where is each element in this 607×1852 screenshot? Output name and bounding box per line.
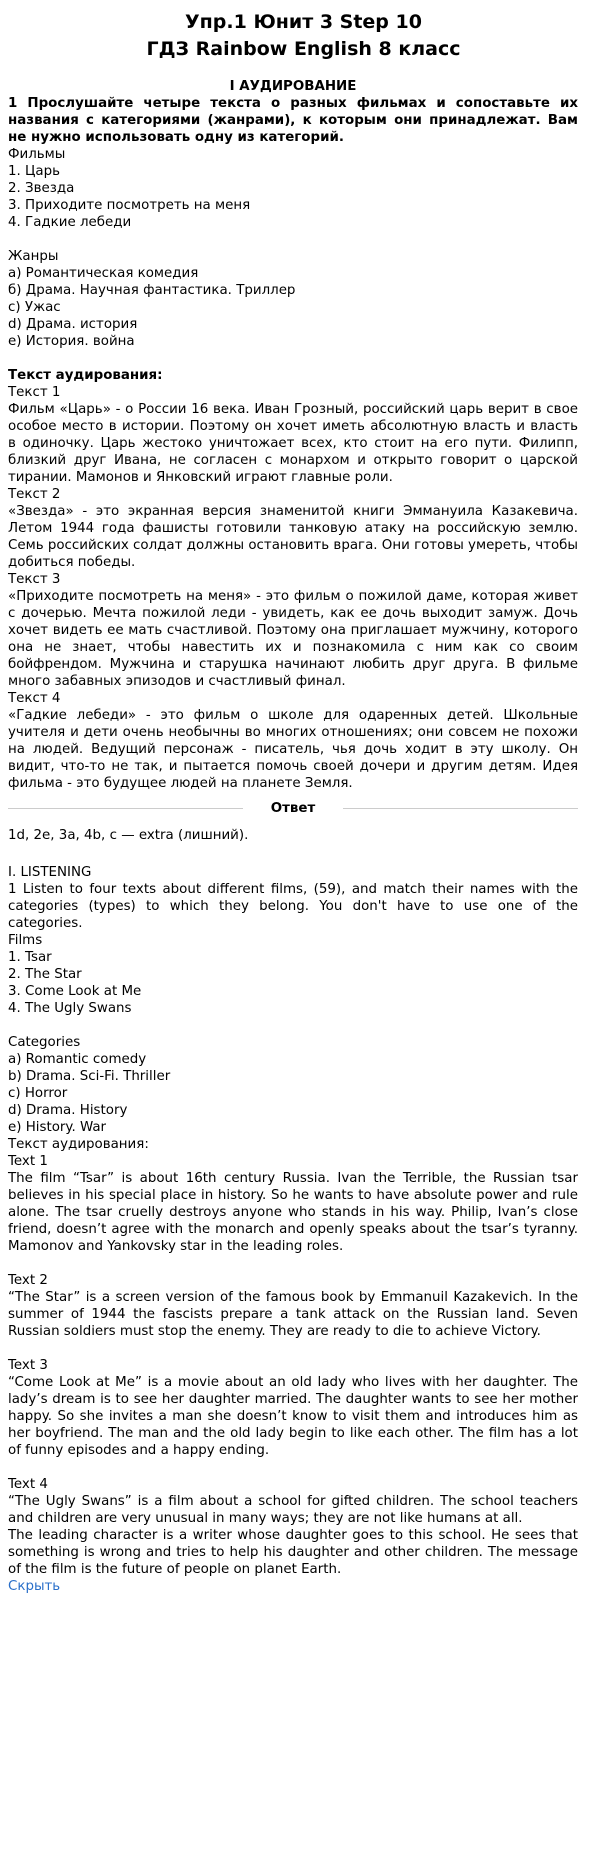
answer-divider <box>8 800 578 817</box>
film-item: 2. Звезда <box>8 181 75 196</box>
film-item: 3. Приходите посмотреть на меня <box>8 198 251 213</box>
text-body-en: The film “Tsar” is about 16th century Russia. Ivan the Terrible, the Russian tsar believes in his special place in history. So he wants to have absolute power and rule alone. The tsar cruelly destroys anyone who stands in his way. Philip, Ivan’s close friend, doesn’t agree with the monarch and openly speaks about the tsar’s tyranny. Mamonov and Yankovsky star in the leading roles. <box>8 1171 578 1254</box>
film-item-en: 2. The Star <box>8 967 82 982</box>
text-label: Текст 3 <box>8 572 61 587</box>
page-title: Упр.1 Юнит 3 Step 10 <box>185 11 422 33</box>
category-item: b) Drama. Sci-Fi. Thriller <box>8 1069 171 1084</box>
text-body-en: “Come Look at Me” is a movie about an old lady who lives with her daughter. The lady’s dream is to see her daughter married. The daughter wants to see her mother happy. So she invites a man she doesn’t know to visit them and introduces him as her boyfriend. The man and the old lady begin to like each other. The film has a lot of funny episodes and a happy ending. <box>8 1375 578 1458</box>
main-content <box>8 78 578 1595</box>
answer-heading: Ответ <box>270 801 316 816</box>
page-header <box>0 0 607 63</box>
text-label: Текст 2 <box>8 487 61 502</box>
films-label-en: Films <box>8 933 43 948</box>
transcript-heading-en: Текст аудирования: <box>8 1137 149 1152</box>
text-body-en: “The Ugly Swans” is a film about a school for gifted children. The school teachers and children are very unusual in many ways; they are not like humans at all. <box>8 1494 578 1526</box>
genres-label: Жанры <box>8 249 59 264</box>
hide-answer-link[interactable]: Скрыть <box>8 1579 61 1594</box>
film-item-en: 4. The Ugly Swans <box>8 1001 132 1016</box>
categories-label: Categories <box>8 1035 81 1050</box>
category-item: c) Horror <box>8 1086 68 1101</box>
films-label: Фильмы <box>8 147 66 162</box>
text-body-en: “The Star” is a screen version of the famous book by Emmanuil Kazakevich. In the summer of 1944 the fascists prepare a tank attack on the Russian land. Seven Russian soldiers must stop the enemy. They are ready to die to achieve Victory. <box>8 1290 578 1339</box>
text-label-en: Text 2 <box>8 1273 48 1288</box>
film-item: 4. Гадкие лебеди <box>8 215 132 230</box>
answer-text: 1d, 2e, 3a, 4b, c — extra (лишний). <box>8 828 249 843</box>
text-body: «Звезда» - это экранная версия знаменитой книги Эммануила Казакевича. Летом 1944 года фашисты готовили танковую атаку на российскую землю. Семь российских солдат должны остановить врага. Они готовы умереть, чтобы добиться победы. <box>8 504 578 570</box>
genre-item: e) История. война <box>8 334 135 349</box>
divider-line <box>343 808 578 809</box>
task-instruction: 1 Прослушайте четыре текста о разных фильмах и сопоставьте их названия с категориями (жанрами), к которым они принадлежат. Вам не нужно использовать одну из категорий. <box>8 96 578 145</box>
text-body: «Гадкие лебеди» - это фильм о школе для одаренных детей. Школьные учителя и дети очень необычны во многих отношениях; они совсем не похожи на людей. Ведущий персонаж - писатель, чья дочь ходит в эту школу. Он видит, что-то не так, и пытается помочь своей дочери и другим детям. Идея фильма - это будущее людей на планете Земля. <box>8 708 578 791</box>
text-body-en: The leading character is a writer whose daughter goes to this school. He sees that something is wrong and tries to help his daughter and other children. The message of the film is the future of people on planet Earth. <box>8 1528 578 1577</box>
text-label-en: Text 4 <box>8 1477 48 1492</box>
divider-line <box>8 808 243 809</box>
genre-item: d) Драма. история <box>8 317 138 332</box>
text-label-en: Text 3 <box>8 1358 48 1373</box>
text-label: Текст 1 <box>8 385 61 400</box>
category-item: d) Drama. History <box>8 1103 128 1118</box>
section-heading: I АУДИРОВАНИЕ <box>229 79 357 94</box>
text-label: Текст 4 <box>8 691 61 706</box>
film-item-en: 3. Come Look at Me <box>8 984 142 999</box>
film-item-en: 1. Tsar <box>8 950 52 965</box>
genre-item: б) Драма. Научная фантастика. Триллер <box>8 283 296 298</box>
text-label-en: Text 1 <box>8 1154 48 1169</box>
text-body: «Приходите посмотреть на меня» - это фильм о пожилой даме, которая живет с дочерью. Мечта пожилой леди - увидеть, как ее дочь выходит замуж. Дочь хочет видеть ее мать счастливой. Поэтому она приглашает мужчину, которого она не знает, чтобы навестить их и познакомила с ним как со своим бойфрендом. Мужчина и старушка начинают любить друг друга. В фильме много забавных эпизодов и счастливый финал. <box>8 589 578 689</box>
english-instruction: 1 Listen to four texts about different films, (59), and match their names with the categories (types) to which they belong. You don't have to use one of the categories. <box>8 882 578 931</box>
film-item: 1. Царь <box>8 164 61 179</box>
genre-item: c) Ужас <box>8 300 61 315</box>
genre-item: а) Романтическая комедия <box>8 266 199 281</box>
text-body: Фильм «Царь» - о России 16 века. Иван Грозный, российский царь верит в свое особое место в истории. Поэтому он хочет иметь абсолютную власть и власть в одиночку. Царь жестоко уничтожает всех, кто стоит на его пути. Филипп, близкий друг Ивана, не согласен с монархом и открыто говорит о царской тирании. Мамонов и Янковский играют главные роли. <box>8 402 578 485</box>
listening-heading: I. LISTENING <box>8 865 92 880</box>
category-item: e) History. War <box>8 1120 107 1135</box>
page-subtitle: ГДЗ Rainbow English 8 класс <box>146 38 461 60</box>
category-item: a) Romantic comedy <box>8 1052 147 1067</box>
transcript-heading: Текст аудирования: <box>8 368 163 383</box>
